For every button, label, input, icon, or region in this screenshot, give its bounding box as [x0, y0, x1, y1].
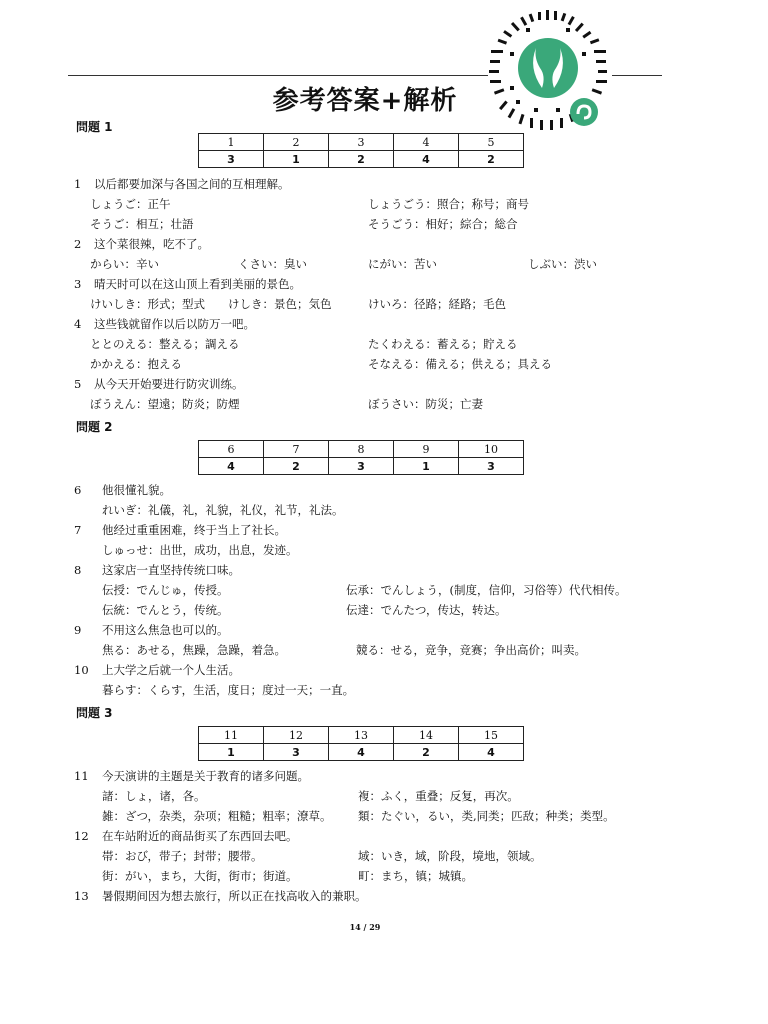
page-number: 14 / 29 [349, 922, 381, 932]
question-number: 13 [329, 727, 394, 744]
question-number: 12 [264, 727, 329, 744]
answer-value: 2 [459, 151, 524, 168]
answer-value: 4 [329, 744, 394, 761]
question-number: 4 [394, 134, 459, 151]
q11-option-b: 複：ふく，重叠；反复，再次。 [358, 789, 519, 803]
q12-option-b: 域：いき，域，阶段，境地，领域。 [358, 849, 542, 863]
q4-option-c: かかえる：抱える [90, 357, 182, 371]
question-number: 5 [459, 134, 524, 151]
header-rule-left [68, 75, 488, 76]
question-4: 4 这些钱就留作以后以防万一吧。 [74, 317, 255, 331]
q6-explanation: れいぎ：礼儀，礼，礼貌，礼仪，礼节，礼法。 [102, 503, 344, 517]
mini-program-qr-code-icon[interactable] [486, 8, 612, 134]
q11-option-d: 類：たぐい，るい，类,同类；匹敌；种类；类型。 [358, 809, 615, 823]
q3-option-a: けいしき：形式；型式 [90, 297, 205, 311]
answer-value: 3 [329, 458, 394, 475]
q12-option-a: 帯：おび，带子；封带；腰带。 [102, 849, 263, 863]
question-number: 9 [394, 441, 459, 458]
q8-option-c: 伝統：でんとう，传统。 [102, 603, 229, 617]
answer-value: 2 [264, 458, 329, 475]
question-13: 13 暑假期间因为想去旅行，所以正在找高收入的兼职。 [74, 889, 367, 903]
q12-option-c: 街：がい，まち，大街，街市；街道。 [102, 869, 298, 883]
q2-option-b: くさい：臭い [238, 257, 307, 271]
answer-value: 4 [459, 744, 524, 761]
question-number: 3 [329, 134, 394, 151]
question-1: 1 以后都要加深与各国之间的互相理解。 [74, 177, 290, 191]
question-number: 2 [264, 134, 329, 151]
question-9: 9 不用这么焦急也可以的。 [74, 623, 229, 637]
q9-option-b: 競る：せる，竞争，竞赛；争出高价；叫卖。 [356, 643, 586, 657]
question-3: 3 晴天时可以在这山顶上看到美丽的景色。 [74, 277, 301, 291]
answer-value: 2 [394, 744, 459, 761]
question-number: 11 [199, 727, 264, 744]
answer-value: 3 [199, 151, 264, 168]
q11-option-a: 諸：しょ，诸，各。 [102, 789, 206, 803]
question-7: 7 他经过重重困难，终于当上了社长。 [74, 523, 286, 537]
q5-option-a: ぼうえん：望遠；防炎；防煙 [90, 397, 240, 411]
answer-table-1 [198, 133, 524, 168]
answer-value: 4 [199, 458, 264, 475]
answer-value: 1 [394, 458, 459, 475]
question-12: 12 在车站附近的商品街买了东西回去吧。 [74, 829, 298, 843]
q10-explanation: 暮らす：くらす，生活，度日；度过一天；一直。 [102, 683, 355, 697]
question-number: 7 [264, 441, 329, 458]
q4-option-b: たくわえる：蓄える；貯える [368, 337, 518, 351]
answer-value: 1 [264, 151, 329, 168]
answer-table-3 [198, 726, 524, 761]
q9-option-a: 焦る：あせる，焦躁，急躁，着急。 [102, 643, 286, 657]
q2-option-a: からい：辛い [90, 257, 159, 271]
q4-option-d: そなえる：備える；供える；具える [368, 357, 552, 371]
q8-option-d: 伝達：でんたつ，传达，转达。 [346, 603, 507, 617]
answer-table-2 [198, 440, 524, 475]
section-2-label: 問題 2 [76, 420, 113, 434]
question-5: 5 从今天开始要进行防灾训练。 [74, 377, 244, 391]
q3-option-b: けしき：景色；気色 [228, 297, 332, 311]
section-1-label: 問題 1 [76, 120, 113, 134]
question-number: 6 [199, 441, 264, 458]
page-title: 参考答案+解析 [272, 86, 458, 116]
q2-option-c: にがい：苦い [368, 257, 437, 271]
question-number: 8 [329, 441, 394, 458]
section-3-label: 問題 3 [76, 706, 113, 720]
answer-value: 1 [199, 744, 264, 761]
q8-option-b: 伝承：でんしょう，(制度，信仰，习俗等）代代相传。 [346, 583, 627, 597]
q1-option-b: しょうごう：照合；称号；商号 [368, 197, 529, 211]
question-2: 2 这个菜很辣，吃不了。 [74, 237, 209, 251]
answer-value: 3 [264, 744, 329, 761]
q1-option-a: しょうご：正午 [90, 197, 171, 211]
q12-option-d: 町：まち，镇；城镇。 [358, 869, 473, 883]
question-number: 10 [459, 441, 524, 458]
question-number: 15 [459, 727, 524, 744]
question-11: 11 今天演讲的主题是关于教育的诸多问题。 [74, 769, 309, 783]
answer-value: 2 [329, 151, 394, 168]
question-number: 1 [199, 134, 264, 151]
q11-option-c: 雑：ざつ，杂类，杂项；粗糙；粗率；潦草。 [102, 809, 332, 823]
header-rule-right [612, 75, 662, 76]
q2-option-d: しぶい：渋い [528, 257, 597, 271]
q3-option-c: けいろ：径路；経路；毛色 [368, 297, 506, 311]
question-8: 8 这家店一直坚持传统口味。 [74, 563, 240, 577]
answer-value: 3 [459, 458, 524, 475]
q1-option-d: そうごう：相好；綜合；総合 [368, 217, 518, 231]
question-10: 10 上大学之后就一个人生活。 [74, 663, 240, 677]
q1-option-c: そうご：相互；壮語 [90, 217, 194, 231]
q4-option-a: ととのえる：整える；調える [90, 337, 240, 351]
q8-option-a: 伝授：でんじゅ，传授。 [102, 583, 229, 597]
answer-value: 4 [394, 151, 459, 168]
question-number: 14 [394, 727, 459, 744]
q5-option-b: ぼうさい：防災；亡妻 [368, 397, 483, 411]
question-6: 6 他很懂礼貌。 [74, 483, 171, 497]
q7-explanation: しゅっせ：出世，成功，出息，发迹。 [102, 543, 298, 557]
